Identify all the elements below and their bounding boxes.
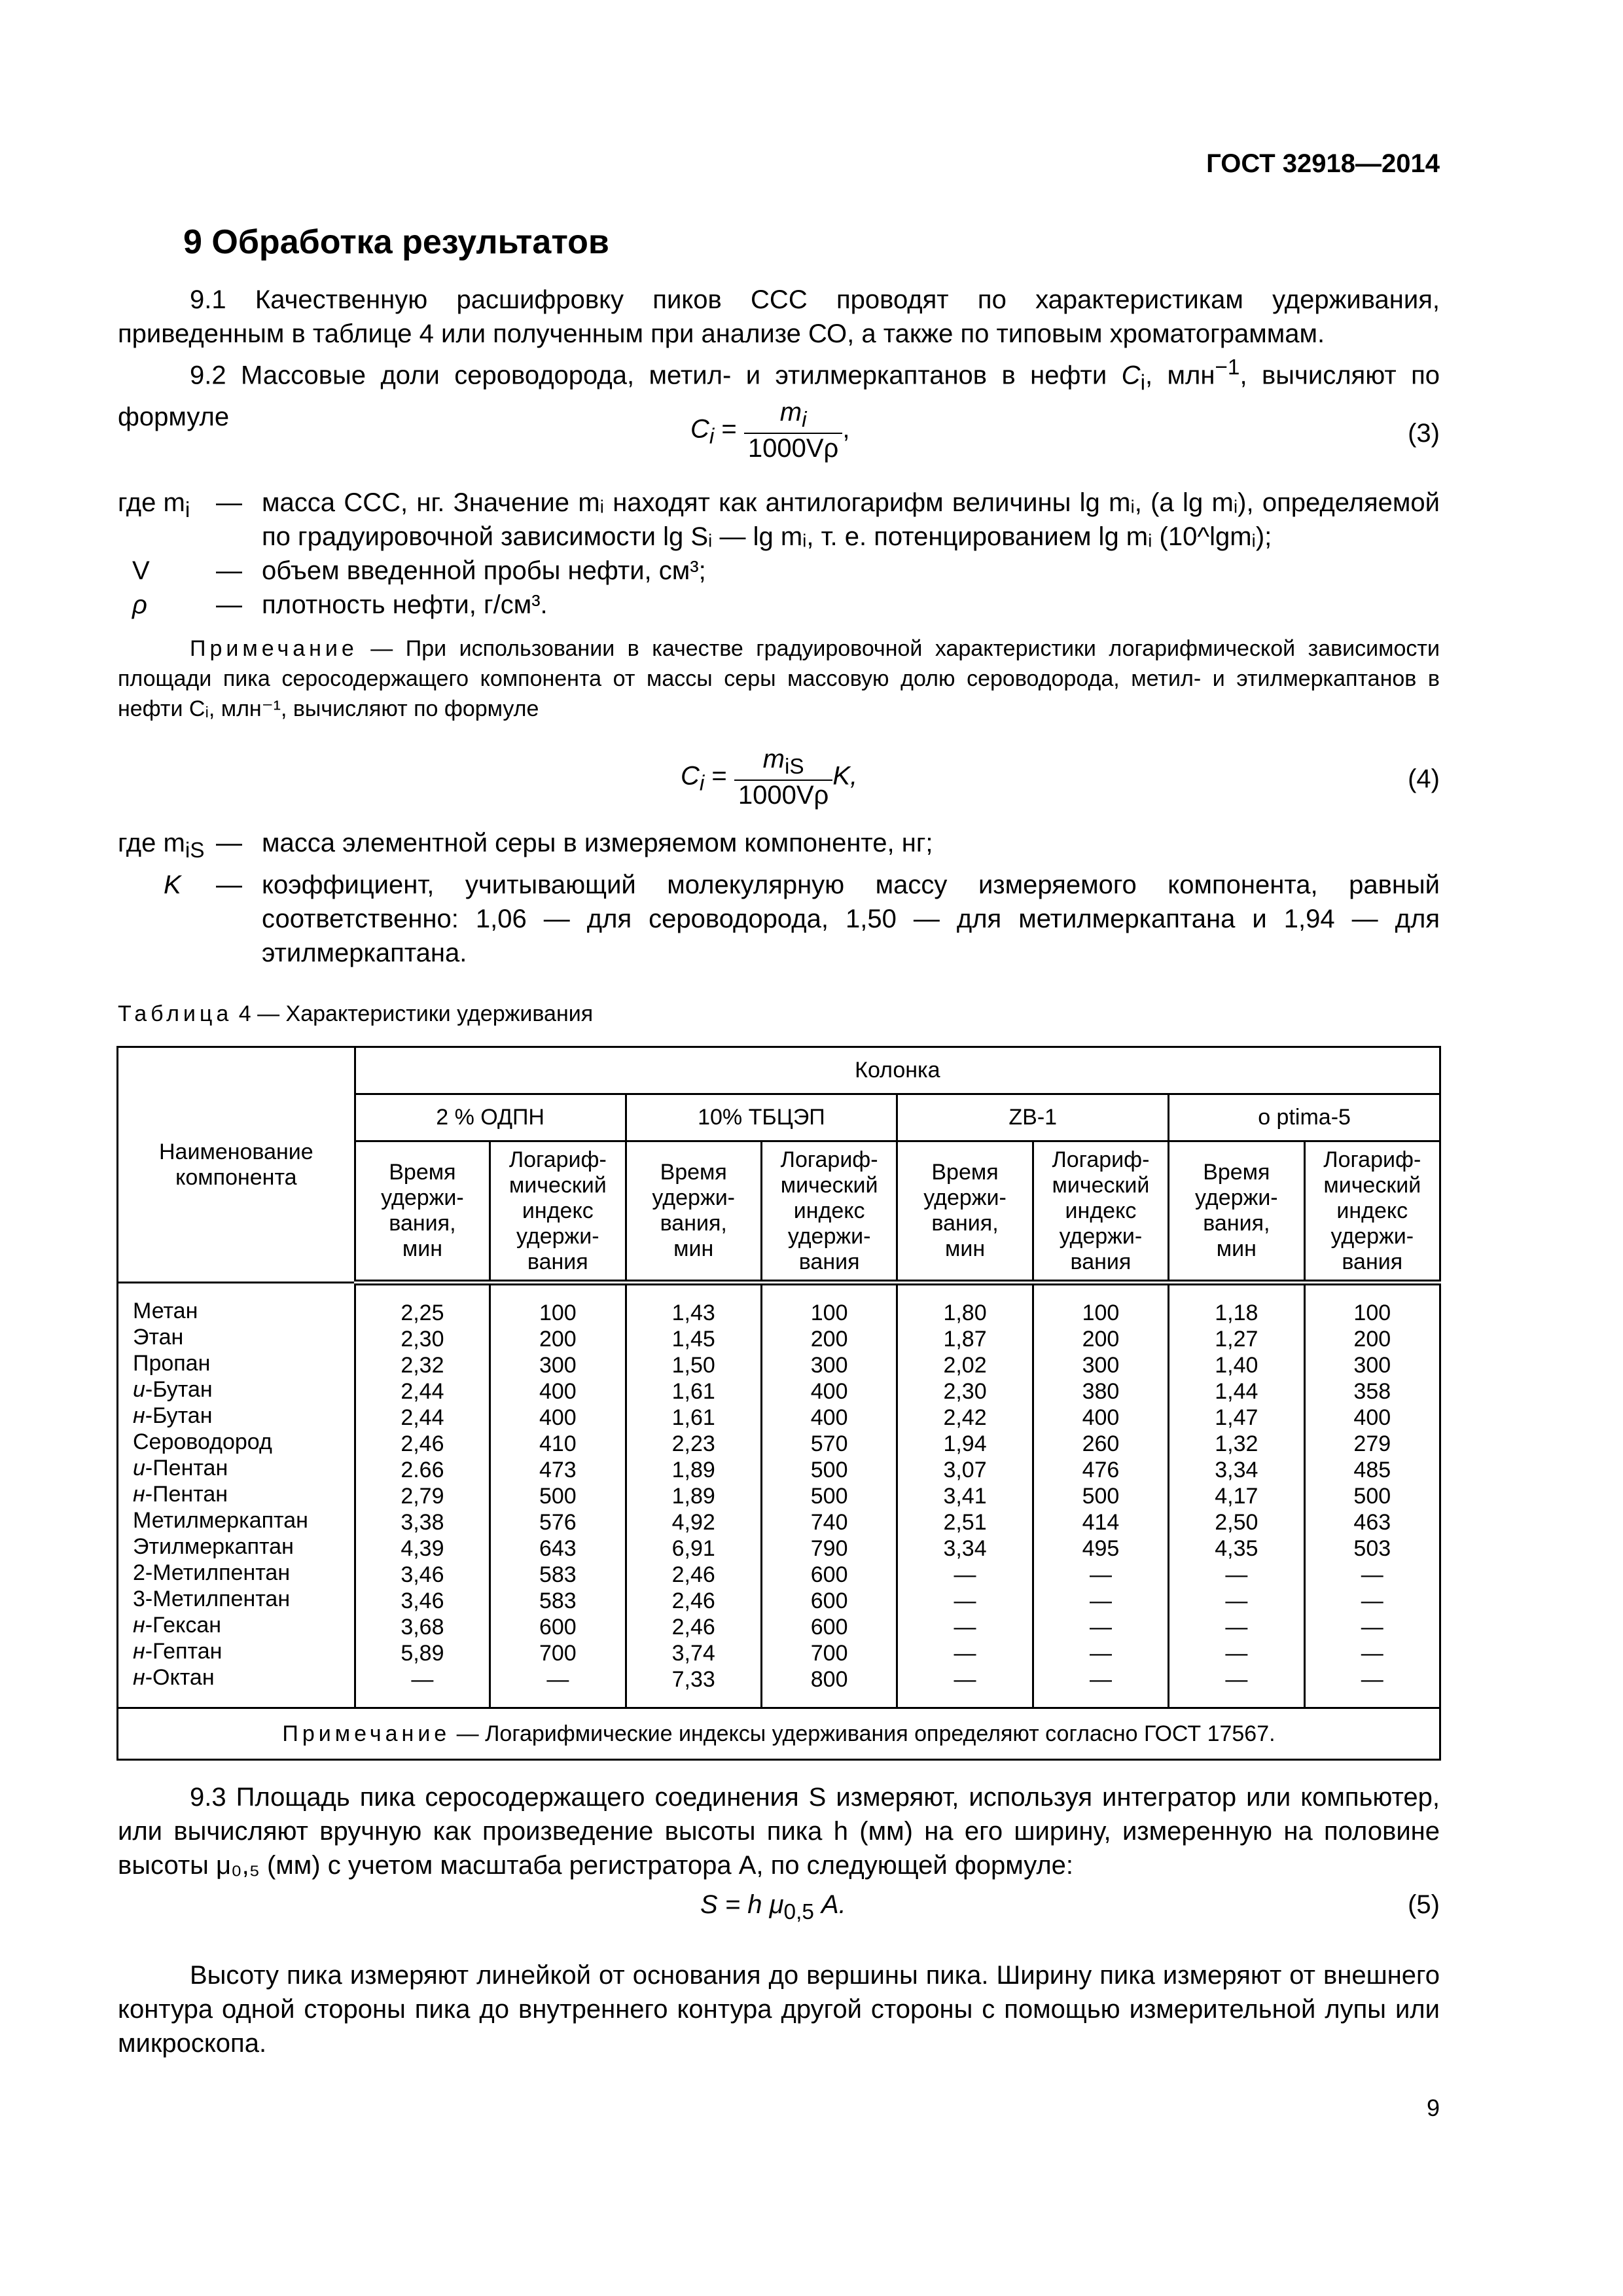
definition-rho: ρ — плотность нефти, г/см³. xyxy=(132,590,548,619)
table-cell: 1,50 xyxy=(671,1353,715,1378)
table-cell: 100 xyxy=(539,1300,577,1325)
table-cell: 500 xyxy=(539,1484,577,1509)
subheader-time: Время удержи- вания, мин xyxy=(626,1141,761,1283)
table-cell: 583 xyxy=(539,1588,577,1613)
table-cell: 279 xyxy=(1353,1431,1391,1456)
equation-number-4: (4) xyxy=(1408,764,1440,793)
subheader-time: Время удержи- вания, мин xyxy=(897,1141,1033,1283)
table-cell: — xyxy=(1225,1667,1248,1692)
table-cell: — xyxy=(546,1667,569,1692)
table-cell: — xyxy=(954,1641,976,1666)
table-cell: — xyxy=(1089,1562,1112,1587)
paragraph-9-2: 9.2 Массовые доли сероводорода, метил- и этилмеркаптанов в нефти $C_i$, млн$^{-1}$, вычисляют по формуле xyxy=(118,355,1440,432)
table-cell: 4,17 xyxy=(1215,1484,1258,1509)
table-cell: 2,44 xyxy=(401,1405,444,1430)
table-cell: 3,07 xyxy=(943,1458,987,1482)
table-cell: 200 xyxy=(539,1327,577,1352)
table-cell: 1,45 xyxy=(671,1327,715,1352)
table-cell: 3,38 xyxy=(401,1510,444,1535)
table-cell: 1,47 xyxy=(1215,1405,1258,1430)
table-cell: 2.66 xyxy=(401,1458,444,1482)
table-cell: 400 xyxy=(1082,1405,1120,1430)
subheader-index: Логариф- мический индекс удержи- вания xyxy=(761,1141,897,1283)
table-cell: 576 xyxy=(539,1510,577,1535)
header-column-zb1: ZB-1 xyxy=(897,1094,1169,1141)
table-cell: 2,30 xyxy=(943,1379,987,1404)
table-cell: 2,25 xyxy=(401,1300,444,1325)
table-cell: 400 xyxy=(539,1405,577,1430)
header-column-optima5: о ptima-5 xyxy=(1169,1094,1440,1141)
table-cell: — xyxy=(1225,1588,1248,1613)
table-cell: 1,80 xyxy=(943,1300,987,1325)
value-column xyxy=(355,1283,490,1708)
paragraph-peak-measure: Высоту пика измеряют линейкой от основания до вершины пика. Ширину пика измеряют от внешнего контура одной стороны пика до внутреннего контура другой стороны с помощью измерительной лупы или микроскопа. xyxy=(118,1961,1440,2058)
definitions-formula-4 xyxy=(118,826,1440,970)
table-cell: — xyxy=(1225,1641,1248,1666)
value-column xyxy=(761,1283,897,1708)
table-cell: 300 xyxy=(539,1353,577,1378)
table-cell: 700 xyxy=(539,1641,577,1666)
table-cell: 2,51 xyxy=(943,1510,987,1535)
table-cell: 800 xyxy=(810,1667,848,1692)
table-cell: — xyxy=(1225,1562,1248,1587)
table-cell: 200 xyxy=(810,1327,848,1352)
equation-number-3: (3) xyxy=(1408,419,1440,448)
table-cell: 473 xyxy=(539,1458,577,1482)
table-cell: 3,74 xyxy=(671,1641,715,1666)
header-column-tbcep: 10% ТБЦЭП xyxy=(626,1094,897,1141)
section-title: 9 Обработка результатов xyxy=(183,223,609,261)
table-cell: 476 xyxy=(1082,1458,1120,1482)
header-column-odpn: 2 % ОДПН xyxy=(355,1094,626,1141)
table-cell: 500 xyxy=(810,1484,848,1509)
header-component-name: Наименование компонента xyxy=(118,1047,355,1283)
table-cell: 3,46 xyxy=(401,1588,444,1613)
table-cell: 414 xyxy=(1082,1510,1120,1535)
table-cell: 700 xyxy=(810,1641,848,1666)
table-cell: 5,89 xyxy=(401,1641,444,1666)
paragraph-9-1: 9.1 Качественную расшифровку пиков ССС проводят по характеристикам удерживания, приведенным в таблице 4 или полученным при анализе СО, а также по типовым хроматограммам. xyxy=(118,285,1440,348)
table-cell: 100 xyxy=(810,1300,848,1325)
value-column xyxy=(1033,1283,1168,1708)
table-cell: 400 xyxy=(539,1379,577,1404)
component-names-column: Метан Этан Пропан и-Бутан н-Бутан Сероводород и-Пентан н-Пентан Метилмеркаптан Этилмеркаптан 2-Метилпентан 3-Метилпентан н-Гексан н-Гептан н-Октан xyxy=(118,1283,355,1708)
table-cell: 500 xyxy=(1353,1484,1391,1509)
table-cell: 1,43 xyxy=(671,1300,715,1325)
table-cell: 463 xyxy=(1353,1510,1391,1535)
table-cell: 3,34 xyxy=(1215,1458,1258,1482)
subheader-index: Логариф- мический индекс удержи- вания xyxy=(1304,1141,1440,1283)
table-cell: 1,87 xyxy=(943,1327,987,1352)
table-cell: 500 xyxy=(1082,1484,1120,1509)
subheader-time: Время удержи- вания, мин xyxy=(355,1141,490,1283)
table-cell: 600 xyxy=(539,1615,577,1640)
subheader-index: Логариф- мический индекс удержи- вания xyxy=(1033,1141,1168,1283)
formula-4: $C_i$ = $\frac{m_{iS}}{1000V\rho}$ K, xyxy=(681,745,858,810)
table-cell: 2,32 xyxy=(401,1353,444,1378)
table-cell: 300 xyxy=(1353,1353,1391,1378)
table-cell: 400 xyxy=(810,1379,848,1404)
table-cell: — xyxy=(1089,1641,1112,1666)
table-cell: 2,79 xyxy=(401,1484,444,1509)
table-cell: 1,27 xyxy=(1215,1327,1258,1352)
table-cell: — xyxy=(1361,1588,1383,1613)
table-cell: 740 xyxy=(810,1510,848,1535)
value-column xyxy=(1304,1283,1440,1708)
value-column xyxy=(1169,1283,1304,1708)
table-cell: 2,44 xyxy=(401,1379,444,1404)
table-cell: 1,94 xyxy=(943,1431,987,1456)
table-cell: — xyxy=(954,1667,976,1692)
table-cell: 300 xyxy=(1082,1353,1120,1378)
table-cell: 3,41 xyxy=(943,1484,987,1509)
table-cell: 2,42 xyxy=(943,1405,987,1430)
table-cell: — xyxy=(1089,1588,1112,1613)
table-cell: 7,33 xyxy=(671,1667,715,1692)
table-cell: — xyxy=(1361,1667,1383,1692)
table-cell: 4,35 xyxy=(1215,1536,1258,1561)
table-cell: 410 xyxy=(539,1431,577,1456)
value-column xyxy=(490,1283,626,1708)
table-cell: 6,91 xyxy=(671,1536,715,1561)
subheader-time: Время удержи- вания, мин xyxy=(1169,1141,1304,1283)
page-number: 9 xyxy=(1426,2094,1440,2121)
table-cell: 3,68 xyxy=(401,1615,444,1640)
header-column-group: Колонка xyxy=(355,1047,1440,1094)
table-cell: 380 xyxy=(1082,1379,1120,1404)
table-cell: 1,61 xyxy=(671,1379,715,1404)
table-cell: 570 xyxy=(810,1431,848,1456)
table-cell: 1,18 xyxy=(1215,1300,1258,1325)
table-cell: 583 xyxy=(539,1562,577,1587)
table-cell: — xyxy=(1361,1562,1383,1587)
subheader-index: Логариф- мический индекс удержи- вания xyxy=(490,1141,626,1283)
table-cell: 3,46 xyxy=(401,1562,444,1587)
definitions-formula-3 xyxy=(118,486,1440,622)
table-cell: 100 xyxy=(1353,1300,1391,1325)
table-cell: 1,40 xyxy=(1215,1353,1258,1378)
table-cell: 1,32 xyxy=(1215,1431,1258,1456)
table-cell: — xyxy=(1361,1641,1383,1666)
table-cell: 1,44 xyxy=(1215,1379,1258,1404)
definition-k: K — коэффициент, учитывающий молекулярную массу измеряемого компонента, равный соответственно: 1,06 — для сероводорода, 1,50 — для метилмеркаптана и 1,94 — для этилмеркаптана. xyxy=(164,870,1440,967)
definition-m: где $m_i$ — масса ССС, нг. Значение mᵢ находят как антилогарифм величины lg mᵢ, (a lg mᵢ), определяемой по градуировочной зависимости lg Sᵢ — lg mᵢ, т. е. потенцированием lg mᵢ (10^lgmᵢ); xyxy=(118,488,1440,551)
retention-table xyxy=(116,1046,1441,1761)
definition-mis: где $m_{iS}$ — масса элементной серы в измеряемом компоненте, нг; xyxy=(118,829,933,863)
table-cell: 2,02 xyxy=(943,1353,987,1378)
table-cell: — xyxy=(411,1667,434,1692)
table-cell: 2,46 xyxy=(401,1431,444,1456)
table-cell: 485 xyxy=(1353,1458,1391,1482)
table-cell: — xyxy=(954,1615,976,1640)
table-cell: 790 xyxy=(810,1536,848,1561)
table-cell: 2,46 xyxy=(671,1615,715,1640)
value-column xyxy=(626,1283,761,1708)
value-column xyxy=(897,1283,1033,1708)
definition-v: V — объем введенной пробы нефти, см³; xyxy=(132,556,706,585)
table-cell: — xyxy=(1089,1667,1112,1692)
table-cell: 4,92 xyxy=(671,1510,715,1535)
note-1: Примечание — При использовании в качестве градуировочной характеристики логарифмической зависимости площади пика серосодержащего компонента от массы серы массовую долю сероводорода, метил- и этилмеркаптанов в нефти Cᵢ, млн⁻¹, вычисляют по формуле xyxy=(118,636,1440,721)
table-cell: 3,34 xyxy=(943,1536,987,1561)
table-cell: 600 xyxy=(810,1588,848,1613)
table-cell: — xyxy=(1225,1615,1248,1640)
table-cell: — xyxy=(1361,1615,1383,1640)
table-cell: 503 xyxy=(1353,1536,1391,1561)
table-cell: 300 xyxy=(810,1353,848,1378)
table-cell: 600 xyxy=(810,1562,848,1587)
table-cell: 1,89 xyxy=(671,1458,715,1482)
table-cell: 600 xyxy=(810,1615,848,1640)
table-cell: 1,61 xyxy=(671,1405,715,1430)
table-cell: 400 xyxy=(1353,1405,1391,1430)
paragraph-9-3: 9.3 Площадь пика серосодержащего соединения S измеряют, используя интегратор или компьютер, или вычисляют вручную как произведение высоты пика h (мм) на его ширину, измеренную на половине высоты μ₀,₅ (мм) с учетом масштаба регистратора A, по следующей формуле: xyxy=(118,1783,1440,1880)
table-cell: — xyxy=(954,1562,976,1587)
table-cell: 100 xyxy=(1082,1300,1120,1325)
formula-5: S = h $\mu_{0,5}$ A. xyxy=(700,1890,846,1924)
table-cell: 643 xyxy=(539,1536,577,1561)
table-cell: — xyxy=(954,1588,976,1613)
table-cell: 358 xyxy=(1353,1379,1391,1404)
table-cell: 495 xyxy=(1082,1536,1120,1561)
table-cell: 2,30 xyxy=(401,1327,444,1352)
table-cell: 1,89 xyxy=(671,1484,715,1509)
table-cell: 2,23 xyxy=(671,1431,715,1456)
document-code: ГОСТ 32918—2014 xyxy=(1206,149,1440,178)
table-cell: 2,46 xyxy=(671,1562,715,1587)
equation-number-5: (5) xyxy=(1408,1890,1440,1919)
table-caption: Таблица 4 — Характеристики удерживания xyxy=(118,1001,594,1026)
table-cell: 2,50 xyxy=(1215,1510,1258,1535)
formula-3: $C_i$ = $\frac{m_i}{1000V\rho}$ , xyxy=(690,398,850,463)
table-body xyxy=(118,1283,1440,1708)
table-cell: 4,39 xyxy=(401,1536,444,1561)
table-cell: 400 xyxy=(810,1405,848,1430)
table-cell: 2,46 xyxy=(671,1588,715,1613)
table-note: Примечание — Логарифмические индексы удерживания определяют согласно ГОСТ 17567. xyxy=(118,1708,1440,1760)
table-cell: 500 xyxy=(810,1458,848,1482)
table-cell: — xyxy=(1089,1615,1112,1640)
table-cell: 260 xyxy=(1082,1431,1120,1456)
table-cell: 200 xyxy=(1353,1327,1391,1352)
table-cell: 200 xyxy=(1082,1327,1120,1352)
